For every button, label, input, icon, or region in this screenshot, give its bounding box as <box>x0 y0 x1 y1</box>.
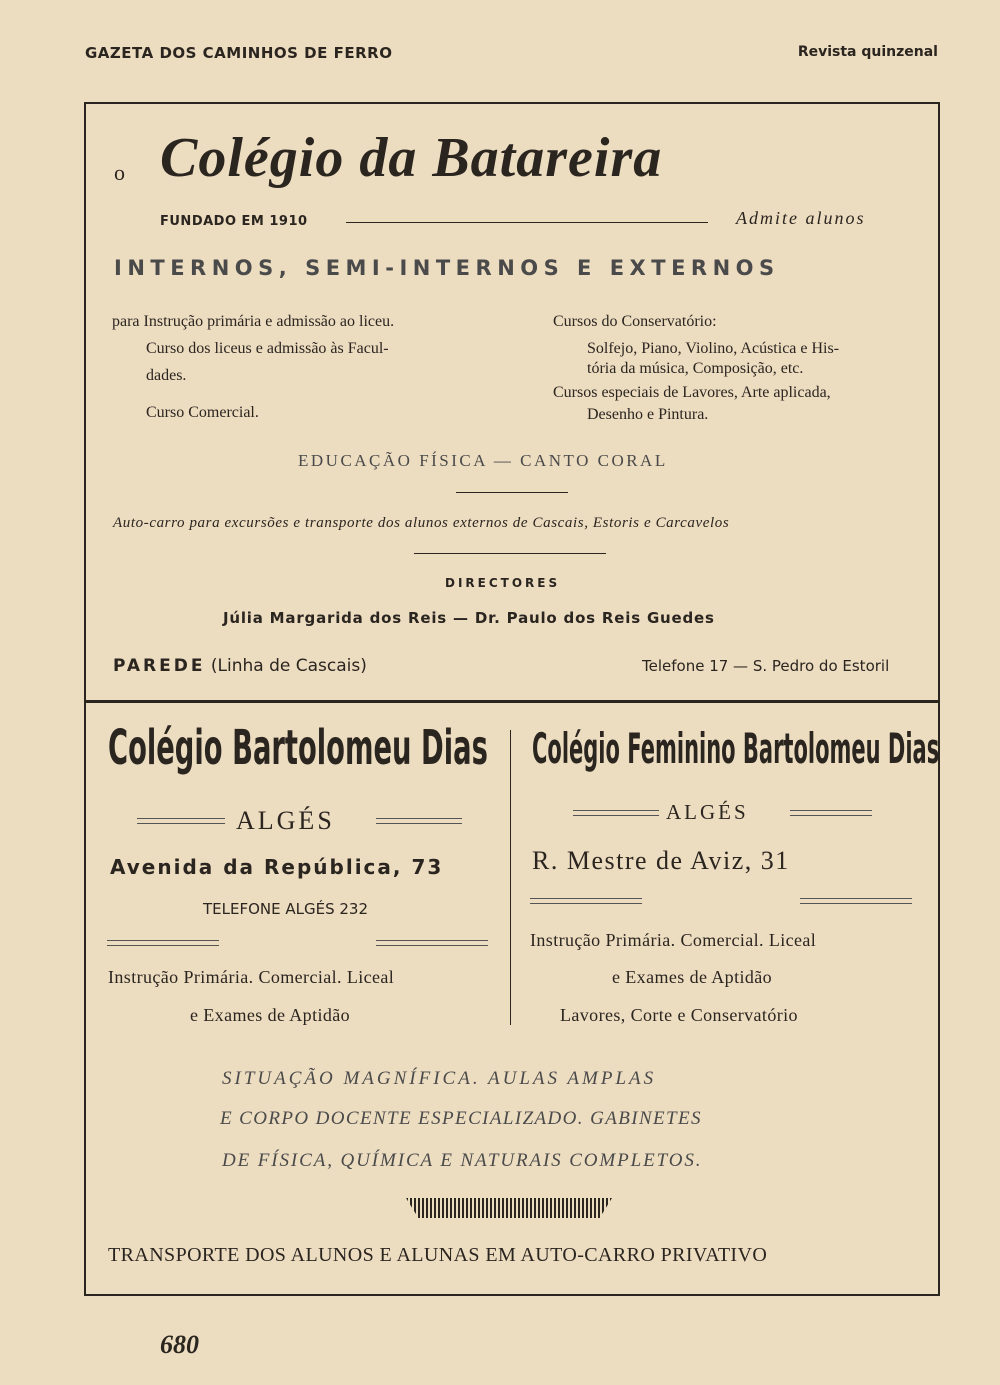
location-line: (Linha de Cascais) <box>210 656 367 676</box>
column-divider <box>510 730 511 1025</box>
primary-course: para Instrução primária e admissão ao liceu. <box>112 313 395 330</box>
lyceum-course-cont: dades. <box>146 367 187 384</box>
conservatory-subjects: Solfejo, Piano, Violino, Acústica e His- <box>587 340 840 357</box>
feminino-exams: e Exames de Aptidão <box>612 967 773 987</box>
transport-notice: TRANSPORTE DOS ALUNOS E ALUNAS EM AUTO-CARRO PRIVATIVO <box>108 1244 768 1266</box>
founded-label: FUNDADO EM 1910 <box>160 214 308 229</box>
bartolomeu-address: Avenida da República, 73 <box>110 855 444 879</box>
education-rule <box>456 492 568 493</box>
bataureira-phone: Telefone 17 — S. Pedro do Estoril <box>642 657 890 675</box>
situation-line-2: E CORPO DOCENTE ESPECIALIZADO. GABINETES <box>220 1108 702 1129</box>
feminino-courses: Instrução Primária. Comercial. Liceal <box>530 930 817 950</box>
bartolomeu-phone: TELEFONE ALGÉS 232 <box>203 900 369 918</box>
feminino-town-rule-left <box>573 810 659 816</box>
section-divider <box>86 700 938 703</box>
algés-rule-left <box>137 818 225 824</box>
bartolomeu-rule-left <box>107 940 219 946</box>
founded-rule <box>346 222 708 223</box>
bus-service: Auto-carro para excursões e transporte dos alunos externos de Cascais, Estoris e Carcavelos <box>113 515 730 531</box>
algés-rule-right <box>376 818 462 824</box>
feminino-crafts: Lavores, Corte e Conservatório <box>560 1005 798 1025</box>
bartolomeu-courses: Instrução Primária. Comercial. Liceal <box>108 967 395 987</box>
feminino-title: Colégio Feminino Bartolomeu Dias <box>532 724 940 773</box>
page-number: 680 <box>160 1330 199 1359</box>
college-title: Colégio da Batareira <box>160 127 663 189</box>
journal-frequency: Revista quinzenal <box>797 44 938 60</box>
admits-label: Admite alunos <box>736 208 866 228</box>
location <box>113 656 367 676</box>
location-town: PAREDE <box>113 656 206 676</box>
directors-label: DIRECTORES <box>445 576 561 590</box>
conservatory-subjects-cont: tória da música, Composição, etc. <box>587 360 804 377</box>
special-courses-cont: Desenho e Pintura. <box>587 406 709 423</box>
bartolomeu-exams: e Exames de Aptidão <box>190 1005 351 1025</box>
feminino-address: R. Mestre de Aviz, 31 <box>532 846 790 875</box>
bartolomeu-rule-right <box>376 940 488 946</box>
feminino-rule-right <box>800 898 912 904</box>
bartolomeu-town: ALGÉS <box>236 806 335 835</box>
situation-line-3: DE FÍSICA, QUÍMICA E NATURAIS COMPLETOS. <box>222 1150 703 1171</box>
decorative-ornament <box>406 1198 612 1218</box>
special-courses: Cursos especiais de Lavores, Arte aplicada, <box>553 384 831 401</box>
lyceum-course: Curso dos liceus e admissão às Facul- <box>146 340 389 357</box>
commercial-course: Curso Comercial. <box>146 404 259 421</box>
student-types: INTERNOS, SEMI-INTERNOS E EXTERNOS <box>114 256 780 280</box>
title-prefix: o <box>114 160 125 185</box>
feminino-rule-left <box>530 898 642 904</box>
situation-line-1: SITUAÇÃO MAGNÍFICA. AULAS AMPLAS <box>222 1068 657 1089</box>
conservatory-heading: Cursos do Conservatório: <box>553 313 717 330</box>
directors-names: Júlia Margarida dos Reis — Dr. Paulo dos Reis Guedes <box>223 609 715 627</box>
bus-rule <box>414 553 606 554</box>
bartolomeu-title: Colégio Bartolomeu Dias <box>108 720 488 776</box>
feminino-town: ALGÉS <box>666 800 749 824</box>
journal-title: GAZETA DOS CAMINHOS DE FERRO <box>85 44 393 62</box>
feminino-town-rule-right <box>790 810 872 816</box>
physical-education: EDUCAÇÃO FÍSICA — CANTO CORAL <box>298 451 668 470</box>
